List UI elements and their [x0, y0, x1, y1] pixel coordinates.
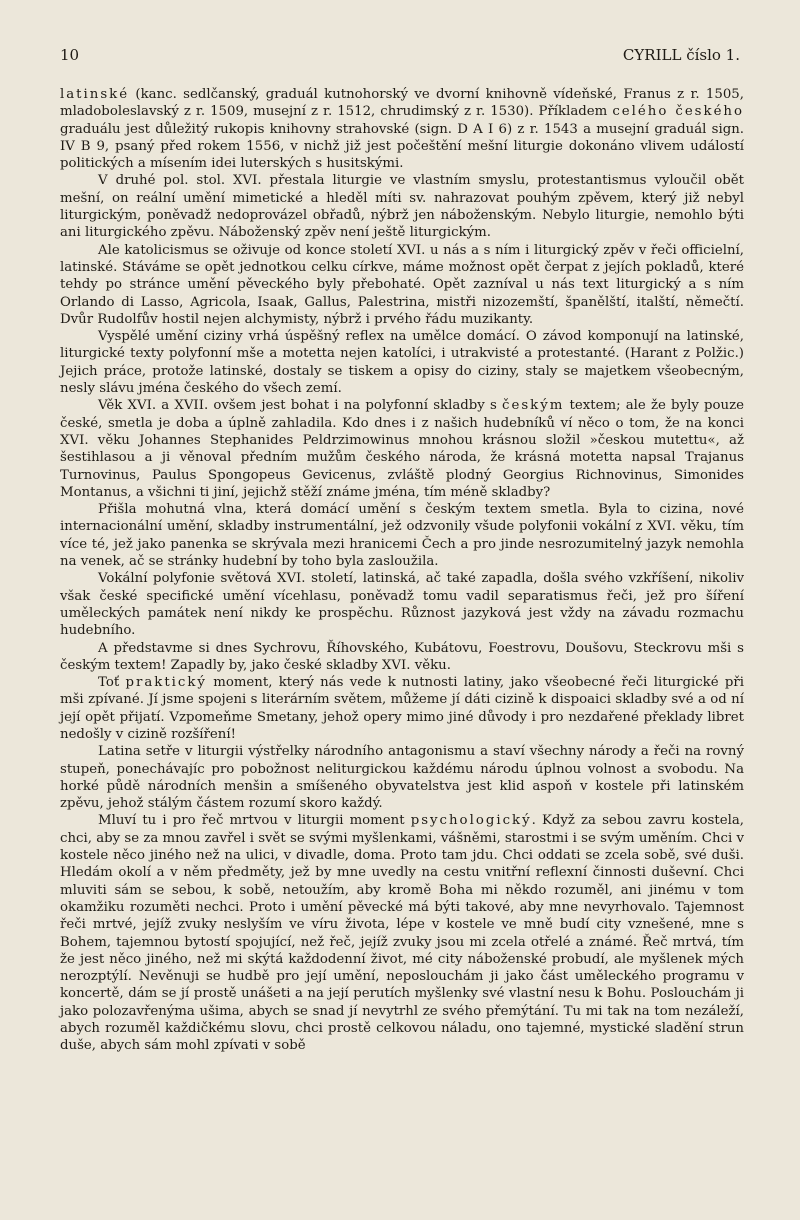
text-run: (kanc. sedlčanský, graduál kutnohorský ve dvorní knihovně vídeňské, Franus z r. 1505, mladoboleslavský z r. 1509, musejní z r. 1512, chrudimský z r. 1530). Příkladem	[60, 87, 744, 120]
paragraph	[60, 812, 744, 1054]
paragraph	[60, 501, 744, 570]
paragraph	[60, 328, 744, 397]
emphasis-text: českým	[502, 398, 565, 414]
text-run: . Když za sebou zavru kostela, chci, aby se za mnou zavřel i svět se svými myšlenkami, vášněmi, starostmi i se svým uměním. Chci v kostele něco jiného než na ulici, v divadle, doma. Proto tam jdu. Chci oddati se zcela sobě, své duši. Hledám okolí a v něm předměty, jež by mne uvedly na cestu vnitřní reflexní činnosti duševní. Chci mluviti sám se sebou, k sobě, netoužím, aby kromě Boha mi někdo rozuměl, ani jinému v tom okamžiku rozuměti nechci. Proto i umění pěvecké má býti takové, aby mne nevyrhovalo. Tajemnost řeči mrtvé, jejíž zvuky neslyším ve víru života, lépe v kostele ve mně budí city vznešené, mne s Bohem, tajemnou bytostí spojující, než řeč, jejíž zvuky jsou mi zcela otřelé a známé. Řeč mrtvá, tím že jest něco jiného, než mi skýtá každodenní život, mé city náboženské probudí, ale myšlenek mých nerozptýlí. Nevěnuji se hudbě pro její umění, neposlouchám ji jako část uměleckého programu v koncertě, dám se jí prostě unášeti a na její perutích myšlenky své vlastní nesu k Bohu. Poslouchám ji jako polozavřenýma ušima, abych se snad jí nevytrhl ze svého přemýtání. Tu mi tak na tom nezáleží, abych rozuměl každičkému slovu, chci prostě celkovou náladu, ono tajemné, mystické sladění strun duše, abych sám mohl zpívati v sobě	[60, 813, 744, 1054]
page-number: 10	[60, 46, 80, 64]
emphasis-text: latinské	[60, 87, 130, 102]
emphasis-text: praktický	[125, 675, 207, 691]
paragraph	[60, 570, 744, 639]
paragraph	[60, 674, 744, 743]
paragraph	[60, 743, 744, 812]
text-run: Vyspělé umění ciziny vrhá úspěšný reflex na umělce domácí. O závod komponují na latinské, liturgické texty polyfonní mše a motetta nejen katolíci, i utrakvisté a protestanté. (Harant z Polžic.) Jejich práce, protože latinské, dostaly se tiskem a opisy do ciziny, staly se majetkem všeobecným, nesly slávu jména českého do všech zemí.	[60, 329, 744, 397]
body-text	[60, 86, 744, 1055]
paragraph	[60, 86, 744, 172]
paragraph	[60, 242, 744, 328]
text-run: moment, který nás vede k nutnosti latiny, jako všeobecné řeči liturgické při mši zpívané. Jí jsme spojeni s literárním světem, můžeme jí dáti cizině k dispoaici skladby své a od ní její opět přijatí. Vzpomeňme Smetany, jehož opery mimo jiné důvody i pro nezdařené překlady libret nedošly v cizině rozšíření!	[60, 675, 744, 742]
emphasis-text: celého českého	[612, 104, 745, 120]
text-run: graduálu jest důležitý rukopis knihovny strahovské (sign. D A I 6) z r. 1543 a musejní graduál sign. IV B 9, psaný před rokem 1556, v nichž již jest počeštění mešní liturgie dokonáno vlivem událostí politických a mísením idei luterských s husitskými.	[60, 121, 744, 172]
text-run: Ale katolicismus se oživuje od konce století XVI. u nás a s ním i liturgický zpěv v řeči officielní, latinské. Stáváme se opět jednotkou celku církve, máme možnost opět čerpat z jejích pokladů, které tehdy po stránce umění pěveckého byly přebohaté. Opět zazníval u nás text liturgický a s ním Orlando di Lasso, Agricola, Isaak, Gallus, Palestrina, mistři nizozemští, španělští, italští, němečtí. Dvůr Rudolfův hostil nejen alchymisty, nýbrž i prvého řádu muzikanty.	[60, 242, 744, 327]
emphasis-text: psychologický	[410, 813, 532, 829]
page-header	[60, 46, 740, 64]
text-run: V druhé pol. stol. XVI. přestala liturgie ve vlastním smyslu, protestantismus vyloučil obět mešní, on reální umění mimetické a hleděl míti sv. nahrazovat pouhým zpěvem, který již nebyl liturgickým, poněvadž nedoprovázel obřadů, nýbrž jen náboženským. Nebylo liturgie, nemohlo býti ani liturgického zpěvu. Náboženský zpěv není ještě liturgickým.	[60, 173, 744, 241]
text-run: Latina setře v liturgii výstřelky národního antagonismu a staví všechny národy a řeči na rovný stupeň, ponechávajíc pro pobožnost neliturgickou každému národu úplnou volnost a svobodu. Na horké půdě národních menšin a smíšeného obyvatelstva jest klid aspoň v kostele při latinském zpěvu, jehož stálým částem rozumí skoro každý.	[60, 744, 744, 812]
text-run: Toť	[98, 675, 126, 691]
running-title: CYRILL číslo 1.	[622, 46, 740, 64]
text-run: textem; ale že byly pouze české, smetla je doba a úplně zahladila. Kdo dnes i z našich hudebníků ví něco o tom, že na konci XVI. věku Johannes Stephanides Peldrzimowinus mnohou krásnou složil »českou mutettu«, až šestihlasou a ji věnoval předním mužům českého národa, že krásná motetta napsal Trajanus Turnovinus, Paulus Spongopeus Gevicenus, zvláště plodný Georgius Richnovinus, Simonides Montanus, a všichni ti jiní, jejichž stěží známe jména, tím méně skladby?	[60, 398, 744, 500]
text-run: Věk XVI. a XVII. ovšem jest bohat i na polyfonní skladby s	[98, 398, 503, 414]
text-run: Vokální polyfonie světová XVI. století, latinská, ač také zapadla, došla svého vzkříšení, nikoliv však české specifické umění vícehlasu, poněvadž tomu vadil separatismus řeči, jež pro šíření uměleckých památek není nikdy ke prospěchu. Různost jazyková jest vždy na závadu rozmachu hudebního.	[60, 571, 744, 639]
text-run: Přišla mohutná vlna, která domácí umění s českým textem smetla. Byla to cizina, nové internacionální umění, skladby instrumentální, jež odzvonily všude polyfonii vokální z XVI. věku, tím více té, jež jako panenka se skrývala mezi hranicemi Čech a pro jinde nesrozumitelný jazyk nemohla na venek, ač se stránky hudební by toho byla zasloužila.	[60, 502, 744, 570]
text-run: Mluví tu i pro řeč mrtvou v liturgii moment	[98, 813, 411, 829]
paragraph	[60, 397, 744, 501]
text-run: A představme si dnes Sychrovu, Říhovského, Kubátovu, Foestrovu, Doušovu, Steckrovu mši s českým textem! Zapadly by, jako české skladby XVI. věku.	[60, 640, 744, 673]
paragraph	[60, 172, 744, 241]
paragraph	[60, 640, 744, 675]
